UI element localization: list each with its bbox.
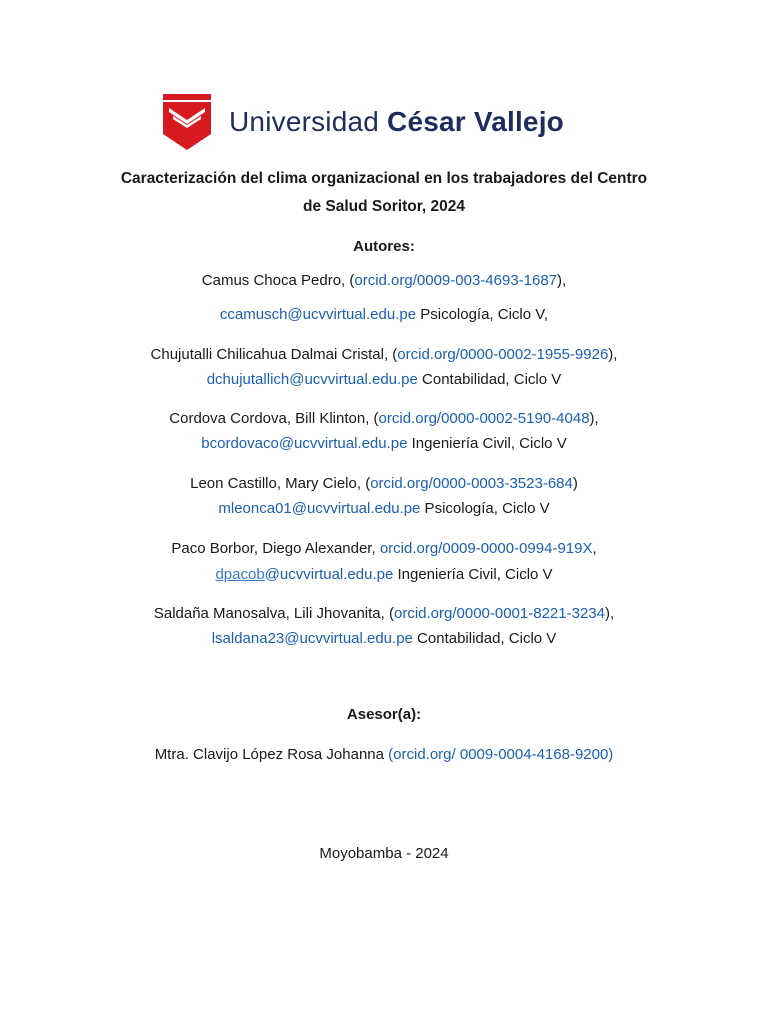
author-punct: ), <box>589 410 599 427</box>
author-email-line <box>0 630 768 648</box>
ucv-shield-icon <box>163 94 211 150</box>
author-program: Ingeniería Civil, Ciclo V <box>407 435 567 452</box>
author-email-line <box>0 435 768 453</box>
author-email-link[interactable]: lsaldana23@ucvvirtual.edu.pe <box>211 630 413 647</box>
advisor-name: Mtra. Clavijo López Rosa Johanna <box>154 746 389 763</box>
university-name <box>229 106 564 138</box>
author-name: Saldaña Manosalva, Lili Jhovanita, ( <box>153 605 394 622</box>
author-orcid-link[interactable]: orcid.org/0009-003-4693-1687 <box>354 272 558 289</box>
author-email-domain-link[interactable]: @ucvvirtual.edu.pe <box>264 566 394 583</box>
author-email-link[interactable]: ccamusch@ucvvirtual.edu.pe <box>219 306 417 323</box>
author-orcid-link[interactable]: orcid.org/0000-0002-1955-9926 <box>397 346 609 363</box>
author-email-user-link[interactable]: dpacob <box>215 566 265 583</box>
university-name-regular: Universidad <box>229 106 380 137</box>
author-line <box>0 475 768 493</box>
author-name: Cordova Cordova, Bill Klinton, ( <box>169 410 379 427</box>
author-punct: ), <box>604 605 615 622</box>
university-name-bold: César Vallejo <box>387 106 564 137</box>
author-line <box>0 410 768 428</box>
author-punct: ), <box>557 272 567 289</box>
author-email-link[interactable]: mleonca01@ucvvirtual.edu.pe <box>218 500 421 517</box>
author-program: Psicología, Ciclo V, <box>416 306 549 323</box>
author-email-line <box>0 371 768 389</box>
author-email-line <box>0 566 768 584</box>
author-name: Leon Castillo, Mary Cielo, ( <box>190 475 371 492</box>
author-name: Camus Choca Pedro, ( <box>201 272 355 289</box>
author-program: Psicología, Ciclo V <box>420 500 550 517</box>
author-orcid-link[interactable]: orcid.org/0009-0000-0994-919X <box>379 540 593 557</box>
author-program: Contabilidad, Ciclo V <box>417 371 562 388</box>
university-logo <box>163 94 564 150</box>
author-orcid-link[interactable]: orcid.org/0000-0001-8221-3234 <box>393 605 605 622</box>
author-line <box>0 605 768 623</box>
author-line <box>0 346 768 364</box>
author-email-link[interactable]: dchujutallich@ucvvirtual.edu.pe <box>206 371 418 388</box>
author-line <box>0 272 768 290</box>
footer-place-year: Moyobamba - 2024 <box>319 845 449 862</box>
advisor-orcid-link[interactable]: (orcid.org/ 0009-0004-4168-9200) <box>388 746 614 763</box>
author-punct: ), <box>608 346 618 363</box>
advisor-line <box>0 746 768 764</box>
authors-heading: Autores: <box>353 238 415 255</box>
document-title-line-2: de Salud Soritor, 2024 <box>303 198 465 215</box>
author-orcid-link[interactable]: orcid.org/0000-0002-5190-4048 <box>378 410 590 427</box>
author-email-line <box>0 500 768 518</box>
author-email-line <box>0 306 768 324</box>
advisor-heading: Asesor(a): <box>346 706 422 723</box>
author-name: Paco Borbor, Diego Alexander, <box>171 540 380 557</box>
author-program: Contabilidad, Ciclo V <box>412 630 557 647</box>
document-title-line-1: Caracterización del clima organizacional en los trabajadores del Centro <box>120 170 648 187</box>
author-line <box>0 540 768 558</box>
author-email-link[interactable]: bcordovaco@ucvvirtual.edu.pe <box>201 435 408 452</box>
author-punct: , <box>592 540 597 557</box>
author-punct: ) <box>572 475 578 492</box>
author-name: Chujutalli Chilicahua Dalmai Cristal, ( <box>150 346 398 363</box>
author-program: Ingeniería Civil, Ciclo V <box>393 566 553 583</box>
author-orcid-link[interactable]: orcid.org/0000-0003-3523-684 <box>370 475 573 492</box>
